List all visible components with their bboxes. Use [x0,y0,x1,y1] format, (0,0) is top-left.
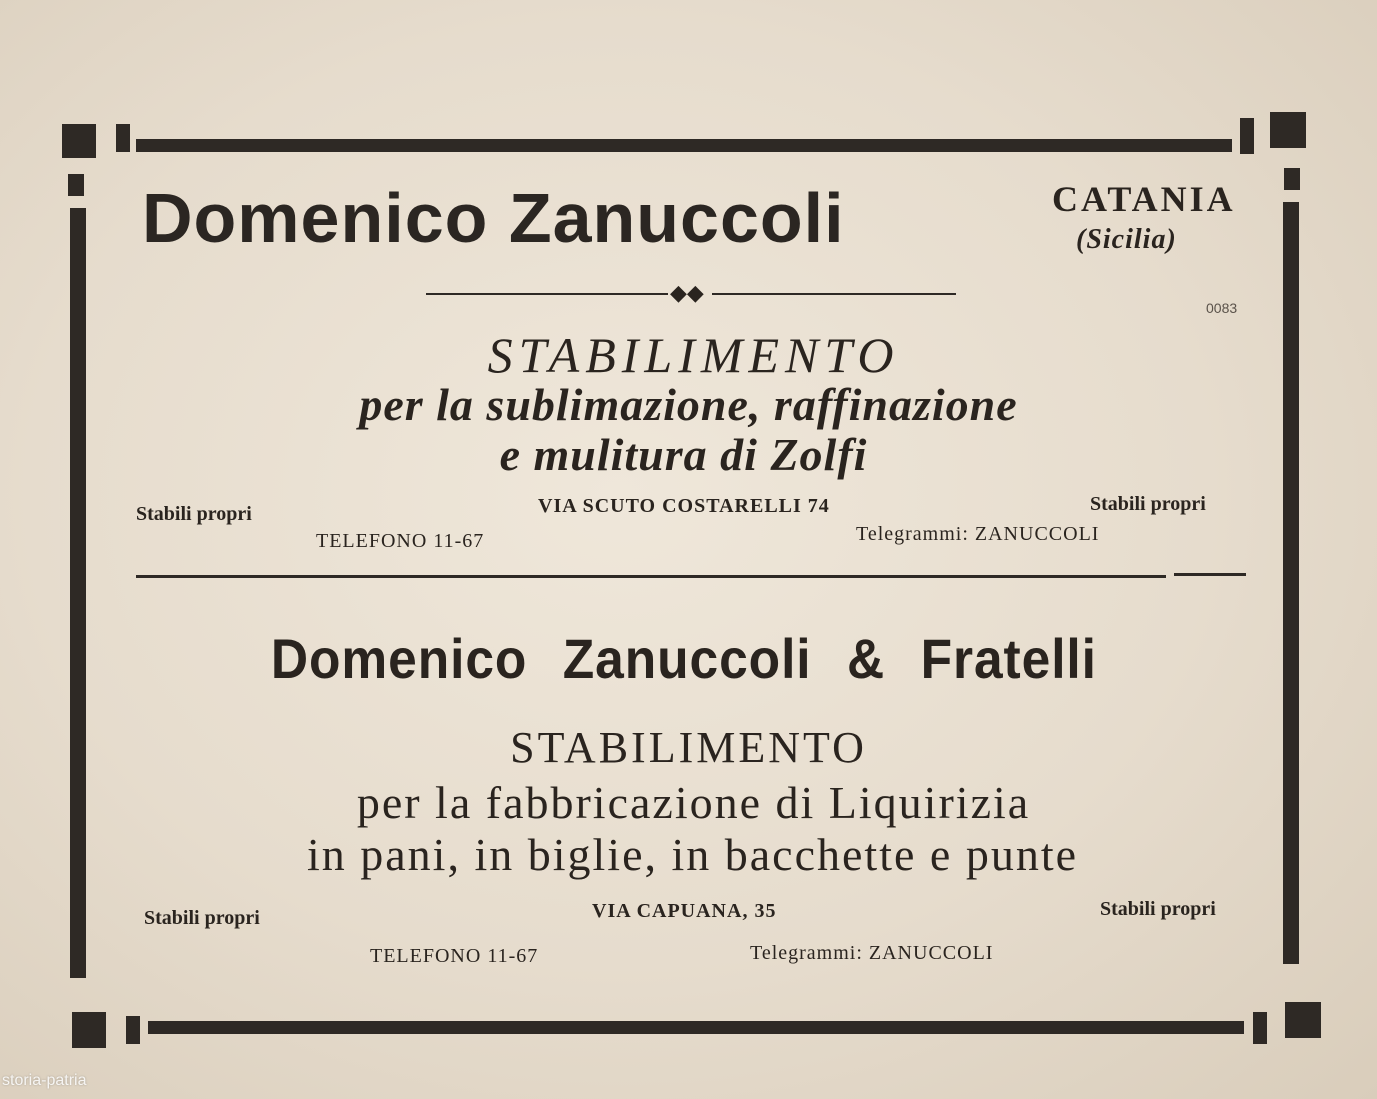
ornament-divider-left [426,293,668,295]
corner-ornament [116,124,130,152]
establishment-heading: STABILIMENTO [510,723,867,772]
address: VIA SCUTO COSTARELLI 74 [538,495,830,517]
ornament-divider-right [712,293,956,295]
corner-ornament [1240,118,1254,154]
corner-ornament [72,1012,106,1048]
telegram-address: Telegrammi: ZANUCCOLI [750,942,994,964]
bottom-border [148,1021,1244,1034]
phone-number: TELEFONO 11-67 [370,945,539,967]
corner-ornament [1253,1012,1267,1044]
stabili-right: Stabili propri [1100,898,1216,920]
stabili-left: Stabili propri [144,907,260,929]
company-name: Domenico Zanuccoli & Fratelli [270,627,1097,690]
right-border [1284,168,1300,190]
phone-number: TELEFONO 11-67 [316,530,485,552]
stabili-left: Stabili propri [136,503,252,525]
corner-ornament [1285,1002,1321,1038]
establishment-heading: STABILIMENTO [487,327,900,383]
watermark: storia-patria [2,1072,87,1089]
description-line-1: per la sublimazione, raffinazione [359,379,1018,430]
corner-ornament [126,1016,140,1044]
city-name: CATANIA [1052,179,1236,219]
description-line-2: e mulitura di Zolfi [499,429,868,480]
address: VIA CAPUANA, 35 [592,900,777,922]
description-line-2: in pani, in biglie, in bacchette e punte [306,829,1079,880]
telegram-address: Telegrammi: ZANUCCOLI [856,523,1100,545]
region-name: (Sicilia) [1076,224,1177,255]
catalog-code: 0083 [1206,300,1238,316]
top-border [136,139,1232,152]
corner-ornament [62,124,96,158]
section-divider [136,575,1166,578]
stabili-right: Stabili propri [1090,493,1206,515]
left-border [68,174,84,196]
section-divider [1174,573,1246,576]
diamond-ornament-icon: ◆◆ [670,280,704,305]
corner-ornament [1270,112,1306,148]
description-line-1: per la fabbricazione di Liquirizia [356,777,1031,828]
company-name: Domenico Zanuccoli [142,179,845,257]
